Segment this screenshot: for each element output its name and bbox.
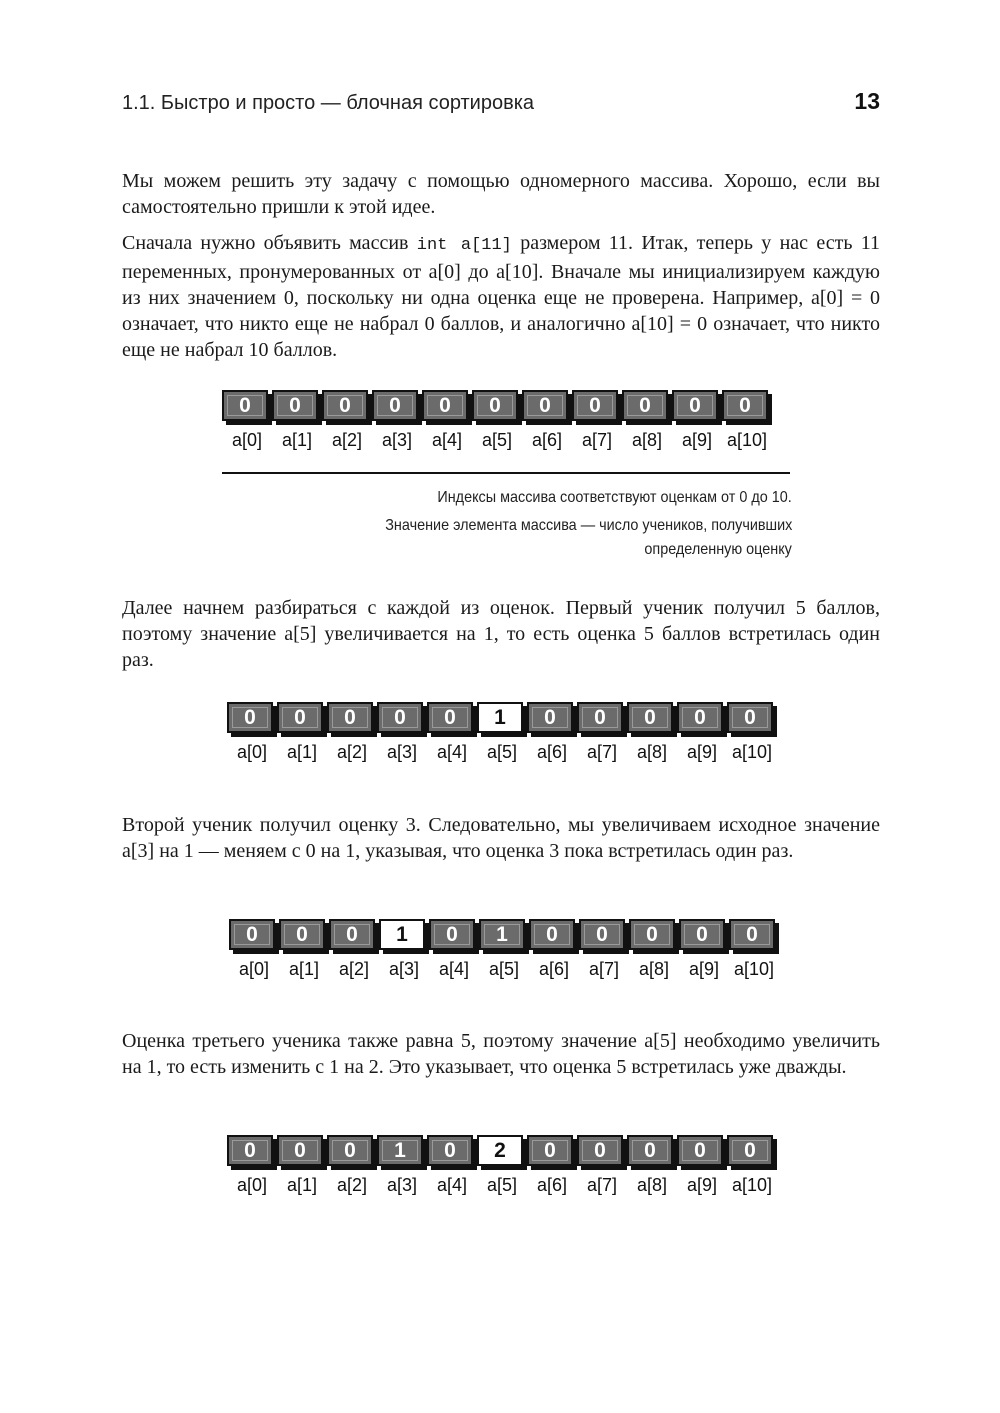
array-cell-3: 1 bbox=[377, 1135, 423, 1166]
array-index-label-7: a[7] bbox=[586, 1175, 618, 1195]
inline-code: int a[11] bbox=[416, 236, 512, 255]
array-cell-7: 0 bbox=[579, 919, 625, 950]
array-index-label-1: a[1] bbox=[286, 1175, 318, 1195]
array-index-label-1: a[1] bbox=[281, 430, 313, 450]
array-cell-5: 0 bbox=[472, 390, 518, 421]
paragraph-third-student: Оценка третьего ученика также равна 5, поэтому значение a[5] необходимо увеличить на 1, то есть изменить с 1 на 2. Это указывает, что оценка 5 встретилась уже дважды. bbox=[122, 1030, 880, 1078]
array-index-label-8: a[8] bbox=[636, 742, 668, 762]
array-index-label-5: a[5] bbox=[481, 430, 513, 450]
array-index-label-2: a[2] bbox=[336, 742, 368, 762]
array-index-label-4: a[4] bbox=[438, 959, 470, 979]
array-cells bbox=[227, 1135, 777, 1166]
array-index-label-9: a[9] bbox=[688, 959, 720, 979]
array-cell-4: 0 bbox=[422, 390, 468, 421]
array-index-label-6: a[6] bbox=[536, 1175, 568, 1195]
array-cell-6: 0 bbox=[527, 702, 573, 733]
array-cell-0: 0 bbox=[229, 919, 275, 950]
array-cell-6: 0 bbox=[529, 919, 575, 950]
array-index-label-8: a[8] bbox=[638, 959, 670, 979]
array-index-label-5: a[5] bbox=[486, 742, 518, 762]
array-index-label-3: a[3] bbox=[386, 1175, 418, 1195]
array-index-label-5: a[5] bbox=[488, 959, 520, 979]
figure-divider bbox=[222, 472, 790, 474]
array-cell-1: 0 bbox=[279, 919, 325, 950]
figure-caption-line-2: Значение элемента массива — число учеников, получивших bbox=[384, 517, 792, 534]
array-index-label-8: a[8] bbox=[631, 430, 663, 450]
array-cell-3: 1 bbox=[379, 919, 425, 950]
array-index-label-7: a[7] bbox=[586, 742, 618, 762]
array-cell-2: 0 bbox=[329, 919, 375, 950]
array-cell-2: 0 bbox=[327, 702, 373, 733]
array-cell-9: 0 bbox=[677, 702, 723, 733]
array-cell-1: 0 bbox=[277, 1135, 323, 1166]
array-cells bbox=[229, 919, 779, 950]
array-index-labels bbox=[227, 742, 777, 763]
figure-caption-line-1: Индексы массива соответствуют оценкам от 0 до 10. bbox=[437, 489, 792, 506]
page-number: 13 bbox=[854, 88, 880, 114]
array-figure-step-2 bbox=[229, 919, 779, 980]
array-index-label-10: a[10] bbox=[731, 742, 773, 762]
paragraph-text-after-code: размером 11. Итак, теперь у нас есть 11 переменных, пронумерованных от a[0] до a[10]. Вначале мы инициализируем каждую из них значением 0, поскольку ни одна оценка еще не проверена. Например, a[0] = 0 означает, что никто еще не набрал 0 баллов, и аналогично a[10] = 0 означает, что никто еще не набрал 10 баллов. bbox=[122, 232, 880, 361]
paragraph-intro: Мы можем решить эту задачу с помощью одномерного массива. Хорошо, если вы самостоятельно пришли к этой идее. bbox=[122, 170, 880, 218]
array-index-label-10: a[10] bbox=[733, 959, 775, 979]
array-cell-4: 0 bbox=[427, 1135, 473, 1166]
array-index-label-0: a[0] bbox=[236, 742, 268, 762]
array-cell-4: 0 bbox=[429, 919, 475, 950]
array-cell-0: 0 bbox=[222, 390, 268, 421]
array-cell-10: 0 bbox=[722, 390, 768, 421]
paragraph-text-before-code: Сначала нужно объявить массив bbox=[122, 232, 417, 254]
array-index-label-3: a[3] bbox=[381, 430, 413, 450]
array-index-label-0: a[0] bbox=[238, 959, 270, 979]
array-cell-6: 0 bbox=[522, 390, 568, 421]
array-index-labels bbox=[229, 959, 779, 980]
array-cell-10: 0 bbox=[729, 919, 775, 950]
array-index-label-6: a[6] bbox=[531, 430, 563, 450]
array-cell-0: 0 bbox=[227, 1135, 273, 1166]
array-cell-5: 1 bbox=[477, 702, 523, 733]
array-index-label-4: a[4] bbox=[436, 742, 468, 762]
array-figure-step-1 bbox=[227, 702, 777, 763]
array-index-label-2: a[2] bbox=[331, 430, 363, 450]
array-cell-8: 0 bbox=[622, 390, 668, 421]
figure-caption-line-3: определенную оценку bbox=[644, 541, 792, 558]
array-index-label-1: a[1] bbox=[286, 742, 318, 762]
array-cell-6: 0 bbox=[527, 1135, 573, 1166]
array-index-labels bbox=[222, 430, 772, 451]
array-cell-3: 0 bbox=[377, 702, 423, 733]
array-index-label-7: a[7] bbox=[588, 959, 620, 979]
array-index-label-9: a[9] bbox=[686, 1175, 718, 1195]
array-index-label-5: a[5] bbox=[486, 1175, 518, 1195]
paragraph-array-declaration bbox=[122, 230, 880, 363]
array-cell-1: 0 bbox=[277, 702, 323, 733]
array-figure-step-3 bbox=[227, 1135, 777, 1196]
array-index-label-4: a[4] bbox=[436, 1175, 468, 1195]
array-cell-2: 0 bbox=[322, 390, 368, 421]
array-cell-8: 0 bbox=[627, 702, 673, 733]
array-cells bbox=[222, 390, 772, 421]
array-cell-5: 2 bbox=[477, 1135, 523, 1166]
array-index-label-2: a[2] bbox=[338, 959, 370, 979]
array-index-labels bbox=[227, 1175, 777, 1196]
array-index-label-7: a[7] bbox=[581, 430, 613, 450]
array-index-label-1: a[1] bbox=[288, 959, 320, 979]
array-index-label-10: a[10] bbox=[731, 1175, 773, 1195]
array-cell-5: 1 bbox=[479, 919, 525, 950]
array-cell-9: 0 bbox=[677, 1135, 723, 1166]
array-cell-3: 0 bbox=[372, 390, 418, 421]
array-cell-2: 0 bbox=[327, 1135, 373, 1166]
array-index-label-0: a[0] bbox=[236, 1175, 268, 1195]
array-cell-4: 0 bbox=[427, 702, 473, 733]
array-cell-10: 0 bbox=[727, 702, 773, 733]
array-cell-7: 0 bbox=[572, 390, 618, 421]
running-title: 1.1. Быстро и просто — блочная сортировка bbox=[122, 92, 535, 114]
array-figure-initial bbox=[222, 390, 772, 451]
array-cell-7: 0 bbox=[577, 1135, 623, 1166]
array-index-label-0: a[0] bbox=[231, 430, 263, 450]
array-cell-8: 0 bbox=[627, 1135, 673, 1166]
array-index-label-8: a[8] bbox=[636, 1175, 668, 1195]
array-index-label-3: a[3] bbox=[386, 742, 418, 762]
array-index-label-6: a[6] bbox=[538, 959, 570, 979]
array-index-label-4: a[4] bbox=[431, 430, 463, 450]
array-index-label-9: a[9] bbox=[686, 742, 718, 762]
array-index-label-3: a[3] bbox=[388, 959, 420, 979]
array-index-label-10: a[10] bbox=[726, 430, 768, 450]
paragraph-first-student: Далее начнем разбираться с каждой из оценок. Первый ученик получил 5 баллов, поэтому значение a[5] увеличивается на 1, то есть оценка 5 баллов встретилась один раз. bbox=[122, 597, 880, 671]
array-cell-7: 0 bbox=[577, 702, 623, 733]
array-index-label-9: a[9] bbox=[681, 430, 713, 450]
array-cell-1: 0 bbox=[272, 390, 318, 421]
array-cell-0: 0 bbox=[227, 702, 273, 733]
array-cells bbox=[227, 702, 777, 733]
array-index-label-2: a[2] bbox=[336, 1175, 368, 1195]
array-cell-9: 0 bbox=[679, 919, 725, 950]
array-index-label-6: a[6] bbox=[536, 742, 568, 762]
paragraph-second-student: Второй ученик получил оценку 3. Следовательно, мы увеличиваем исходное значение a[3] на 1 — меняем с 0 на 1, указывая, что оценка 3 пока встретилась один раз. bbox=[122, 814, 880, 862]
array-cell-8: 0 bbox=[629, 919, 675, 950]
array-cell-9: 0 bbox=[672, 390, 718, 421]
array-cell-10: 0 bbox=[727, 1135, 773, 1166]
